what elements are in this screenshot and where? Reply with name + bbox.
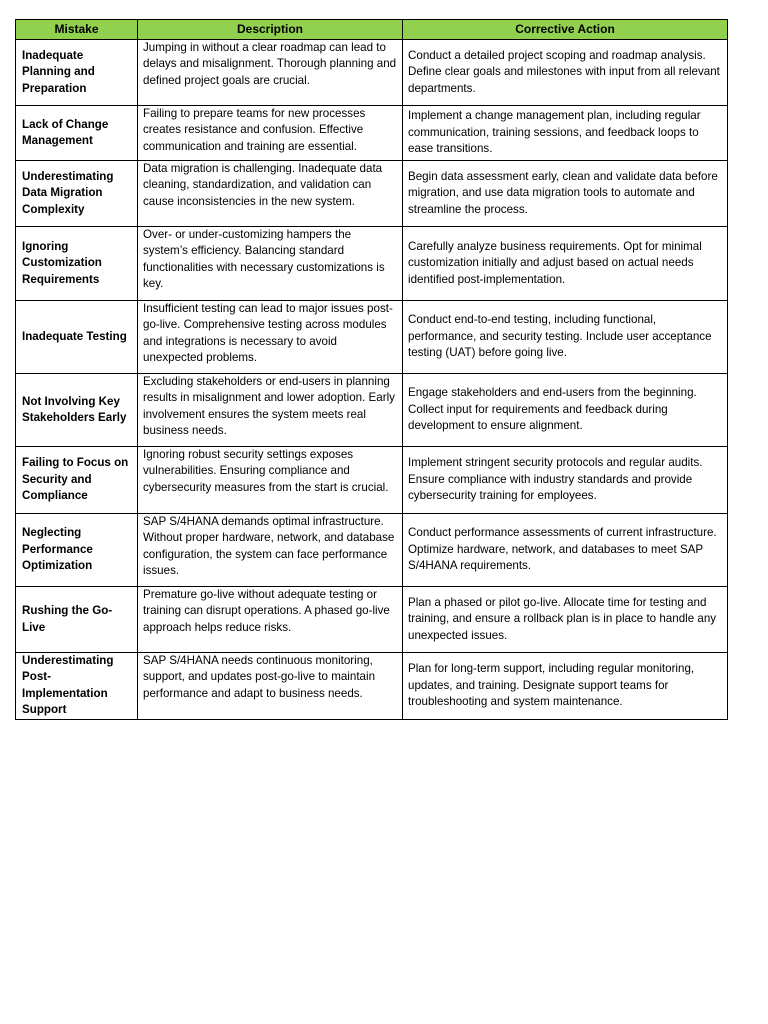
mistake-cell: Ignoring Customization Requirements bbox=[16, 227, 138, 301]
header-mistake: Mistake bbox=[16, 20, 138, 40]
header-corrective-action: Corrective Action bbox=[403, 20, 728, 40]
description-cell: Over- or under-customizing hampers the system’s efficiency. Balancing standard functionalities with necessary customizations is key. bbox=[138, 227, 403, 301]
table-row bbox=[16, 301, 728, 374]
mistake-cell: Inadequate Planning and Preparation bbox=[16, 40, 138, 106]
mistake-cell: Lack of Change Management bbox=[16, 106, 138, 161]
mistake-cell: Neglecting Performance Optimization bbox=[16, 514, 138, 587]
description-cell: Excluding stakeholders or end-users in planning results in misalignment and lower adoption. Early involvement ensures the system meets real business needs. bbox=[138, 374, 403, 447]
corrective-action-cell: Begin data assessment early, clean and validate data before migration, and use data migration tools to automate and streamline the process. bbox=[403, 161, 728, 227]
corrective-action-cell: Conduct a detailed project scoping and roadmap analysis. Define clear goals and milestones with input from all relevant departments. bbox=[403, 40, 728, 106]
mistakes-table bbox=[15, 19, 728, 720]
mistake-cell: Rushing the Go-Live bbox=[16, 587, 138, 653]
header-description: Description bbox=[138, 20, 403, 40]
table-row bbox=[16, 227, 728, 301]
table-row bbox=[16, 161, 728, 227]
table-row bbox=[16, 653, 728, 720]
description-cell: SAP S/4HANA needs continuous monitoring, support, and updates post-go-live to maintain performance and adapt to business needs. bbox=[138, 653, 403, 720]
description-cell: Premature go-live without adequate testing or training can disrupt operations. A phased go-live approach helps reduce risks. bbox=[138, 587, 403, 653]
description-cell: Ignoring robust security settings exposes vulnerabilities. Ensuring compliance and cybersecurity measures from the start is crucial. bbox=[138, 447, 403, 514]
corrective-action-cell: Carefully analyze business requirements. Opt for minimal customization initially and adjust based on actual needs identified post-implementation. bbox=[403, 227, 728, 301]
corrective-action-cell: Conduct end-to-end testing, including functional, performance, and security testing. Include user acceptance testing (UAT) before going live. bbox=[403, 301, 728, 374]
table-header-row bbox=[16, 20, 728, 40]
table-row bbox=[16, 587, 728, 653]
mistake-cell: Underestimating Data Migration Complexity bbox=[16, 161, 138, 227]
corrective-action-cell: Conduct performance assessments of current infrastructure. Optimize hardware, network, and databases to meet SAP S/4HANA requirements. bbox=[403, 514, 728, 587]
mistake-cell: Inadequate Testing bbox=[16, 301, 138, 374]
corrective-action-cell: Plan a phased or pilot go-live. Allocate time for testing and training, and ensure a rollback plan is in place to handle any unexpected issues. bbox=[403, 587, 728, 653]
table-row bbox=[16, 514, 728, 587]
description-cell: SAP S/4HANA demands optimal infrastructure. Without proper hardware, network, and database configuration, the system can face performance issues. bbox=[138, 514, 403, 587]
table-row bbox=[16, 40, 728, 106]
mistake-cell: Underestimating Post-Implementation Support bbox=[16, 653, 138, 720]
table-row bbox=[16, 374, 728, 447]
mistake-cell: Failing to Focus on Security and Compliance bbox=[16, 447, 138, 514]
description-cell: Data migration is challenging. Inadequate data cleaning, standardization, and validation can cause inconsistencies in the new system. bbox=[138, 161, 403, 227]
corrective-action-cell: Implement stringent security protocols and regular audits. Ensure compliance with industry standards and provide cybersecurity training for employees. bbox=[403, 447, 728, 514]
table-row bbox=[16, 447, 728, 514]
table-row bbox=[16, 106, 728, 161]
mistake-cell: Not Involving Key Stakeholders Early bbox=[16, 374, 138, 447]
corrective-action-cell: Implement a change management plan, including regular communication, training sessions, and feedback loops to ease transitions. bbox=[403, 106, 728, 161]
corrective-action-cell: Plan for long-term support, including regular monitoring, updates, and training. Designate support teams for troubleshooting and system maintenance. bbox=[403, 653, 728, 720]
corrective-action-cell: Engage stakeholders and end-users from the beginning. Collect input for requirements and feedback during development to ensure alignment. bbox=[403, 374, 728, 447]
description-cell: Failing to prepare teams for new processes creates resistance and confusion. Effective communication and training are essential. bbox=[138, 106, 403, 161]
description-cell: Jumping in without a clear roadmap can lead to delays and misalignment. Thorough planning and defined project goals are crucial. bbox=[138, 40, 403, 106]
description-cell: Insufficient testing can lead to major issues post-go-live. Comprehensive testing across modules and integrations is necessary to avoid unexpected problems. bbox=[138, 301, 403, 374]
